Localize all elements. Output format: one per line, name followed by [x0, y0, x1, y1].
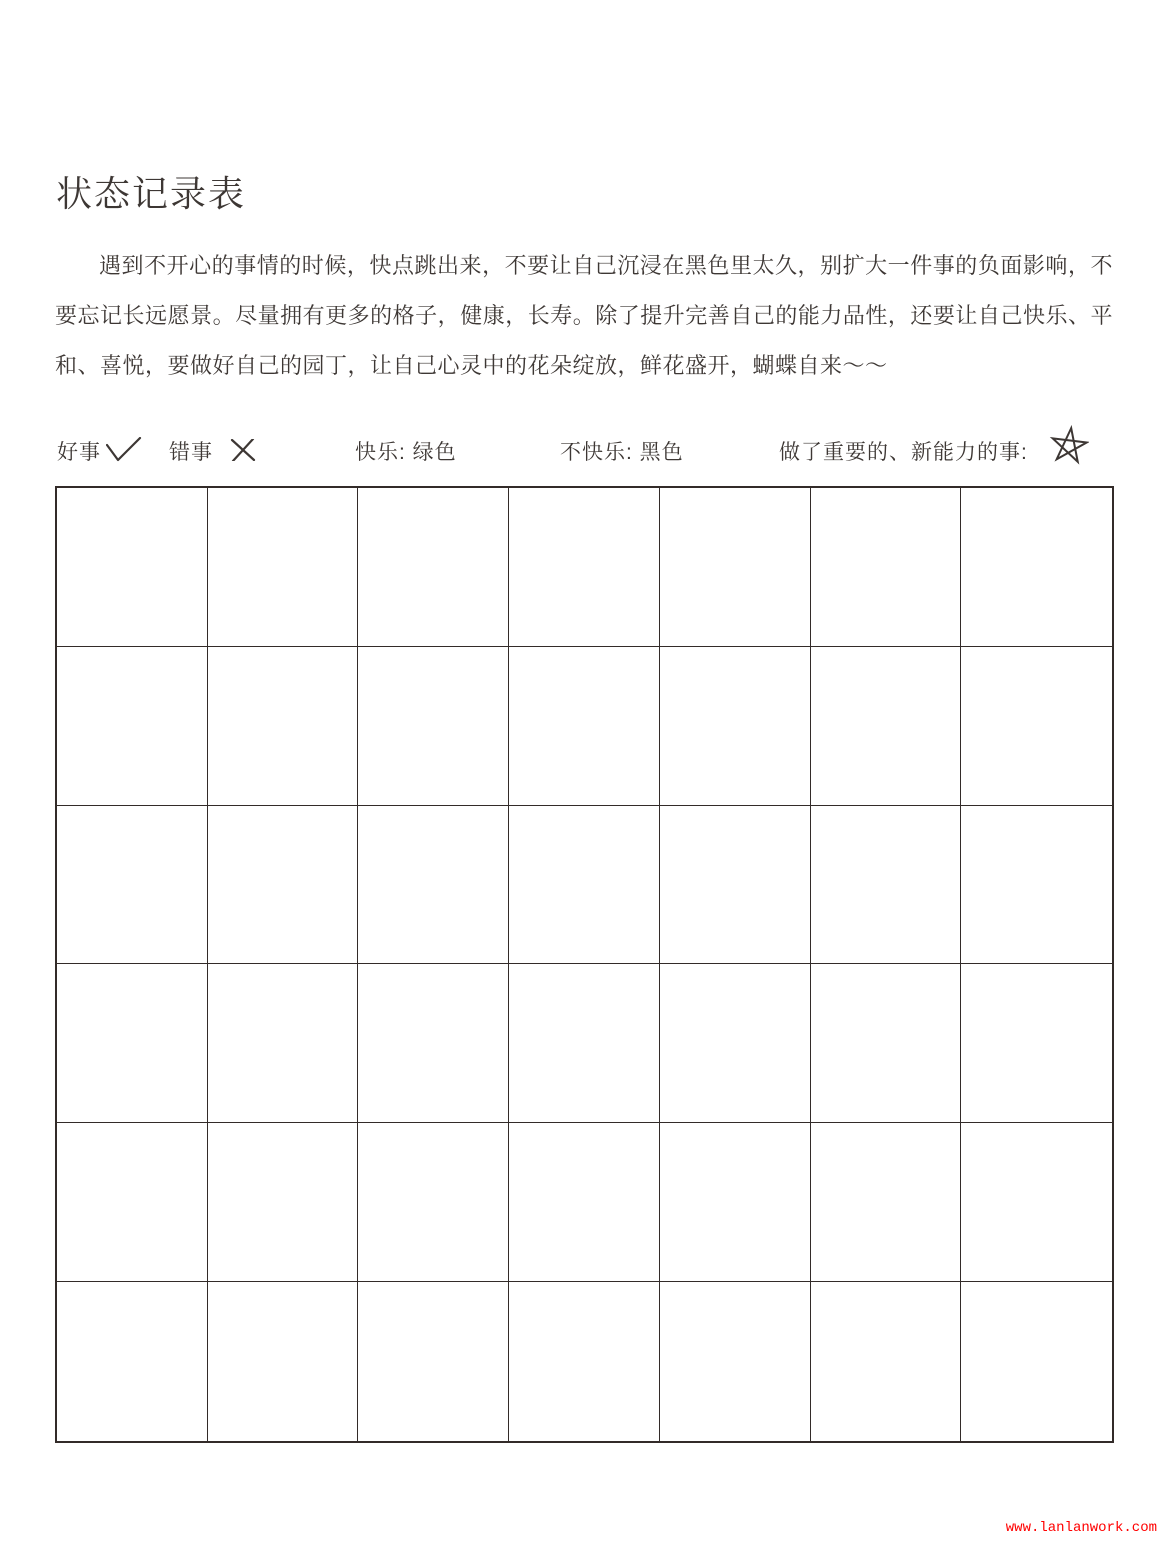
- table-cell: [961, 1282, 1112, 1441]
- table-cell: [208, 806, 359, 965]
- x-mark-icon: [230, 439, 256, 461]
- table-cell: [57, 1282, 208, 1441]
- legend-happy-label: 快乐: 绿色: [355, 441, 457, 464]
- table-cell: [358, 488, 509, 647]
- legend-unhappy-label: 不快乐: 黑色: [560, 441, 684, 464]
- table-cell: [208, 964, 359, 1123]
- table-cell: [811, 964, 962, 1123]
- table-cell: [358, 964, 509, 1123]
- table-cell: [358, 647, 509, 806]
- table-cell: [811, 1282, 962, 1441]
- table-cell: [57, 1123, 208, 1282]
- table-cell: [358, 1123, 509, 1282]
- table-cell: [208, 647, 359, 806]
- table-cell: [509, 488, 660, 647]
- table-cell: [660, 488, 811, 647]
- table-cell: [811, 647, 962, 806]
- table-cell: [660, 964, 811, 1123]
- table-cell: [660, 647, 811, 806]
- table-cell: [57, 964, 208, 1123]
- page-title: 状态记录表: [56, 173, 247, 214]
- table-cell: [358, 806, 509, 965]
- table-cell: [811, 1123, 962, 1282]
- table-cell: [961, 806, 1112, 965]
- table-cell: [57, 488, 208, 647]
- table-cell: [660, 1282, 811, 1441]
- legend-wrong-label: 错事: [169, 441, 213, 464]
- table-cell: [509, 1282, 660, 1441]
- table-cell: [509, 647, 660, 806]
- watermark-text: www.lanlanwork.com: [1005, 1520, 1157, 1536]
- record-table: [55, 486, 1114, 1443]
- table-cell: [57, 806, 208, 965]
- intro-paragraph: 遇到不开心的事情的时候，快点跳出来，不要让自己沉浸在黑色里太久，别扩大一件事的负面影响，不要忘记长远愿景。尽量拥有更多的格子，健康，长寿。除了提升完善自己的能力品性，还要让自己快乐、平和、喜悦，要做好自己的园丁，让自己心灵中的花朵绽放，鲜花盛开，蝴蝶自来～～: [55, 253, 1113, 378]
- table-cell: [358, 1282, 509, 1441]
- table-cell: [509, 1123, 660, 1282]
- table-cell: [208, 1123, 359, 1282]
- table-cell: [208, 1282, 359, 1441]
- table-cell: [509, 964, 660, 1123]
- table-cell: [961, 647, 1112, 806]
- table-cell: [660, 1123, 811, 1282]
- table-cell: [660, 806, 811, 965]
- table-cell: [961, 488, 1112, 647]
- table-cell: [811, 806, 962, 965]
- legend-row: [0, 430, 1168, 486]
- star-icon: [1049, 421, 1089, 471]
- legend-good-label: 好事: [57, 441, 101, 464]
- table-cell: [961, 964, 1112, 1123]
- table-cell: [208, 488, 359, 647]
- table-cell: [509, 806, 660, 965]
- table-cell: [961, 1123, 1112, 1282]
- table-cell: [811, 488, 962, 647]
- legend-important-label: 做了重要的、新能力的事:: [779, 441, 1028, 464]
- checkmark-icon: [106, 437, 142, 462]
- table-cell: [57, 647, 208, 806]
